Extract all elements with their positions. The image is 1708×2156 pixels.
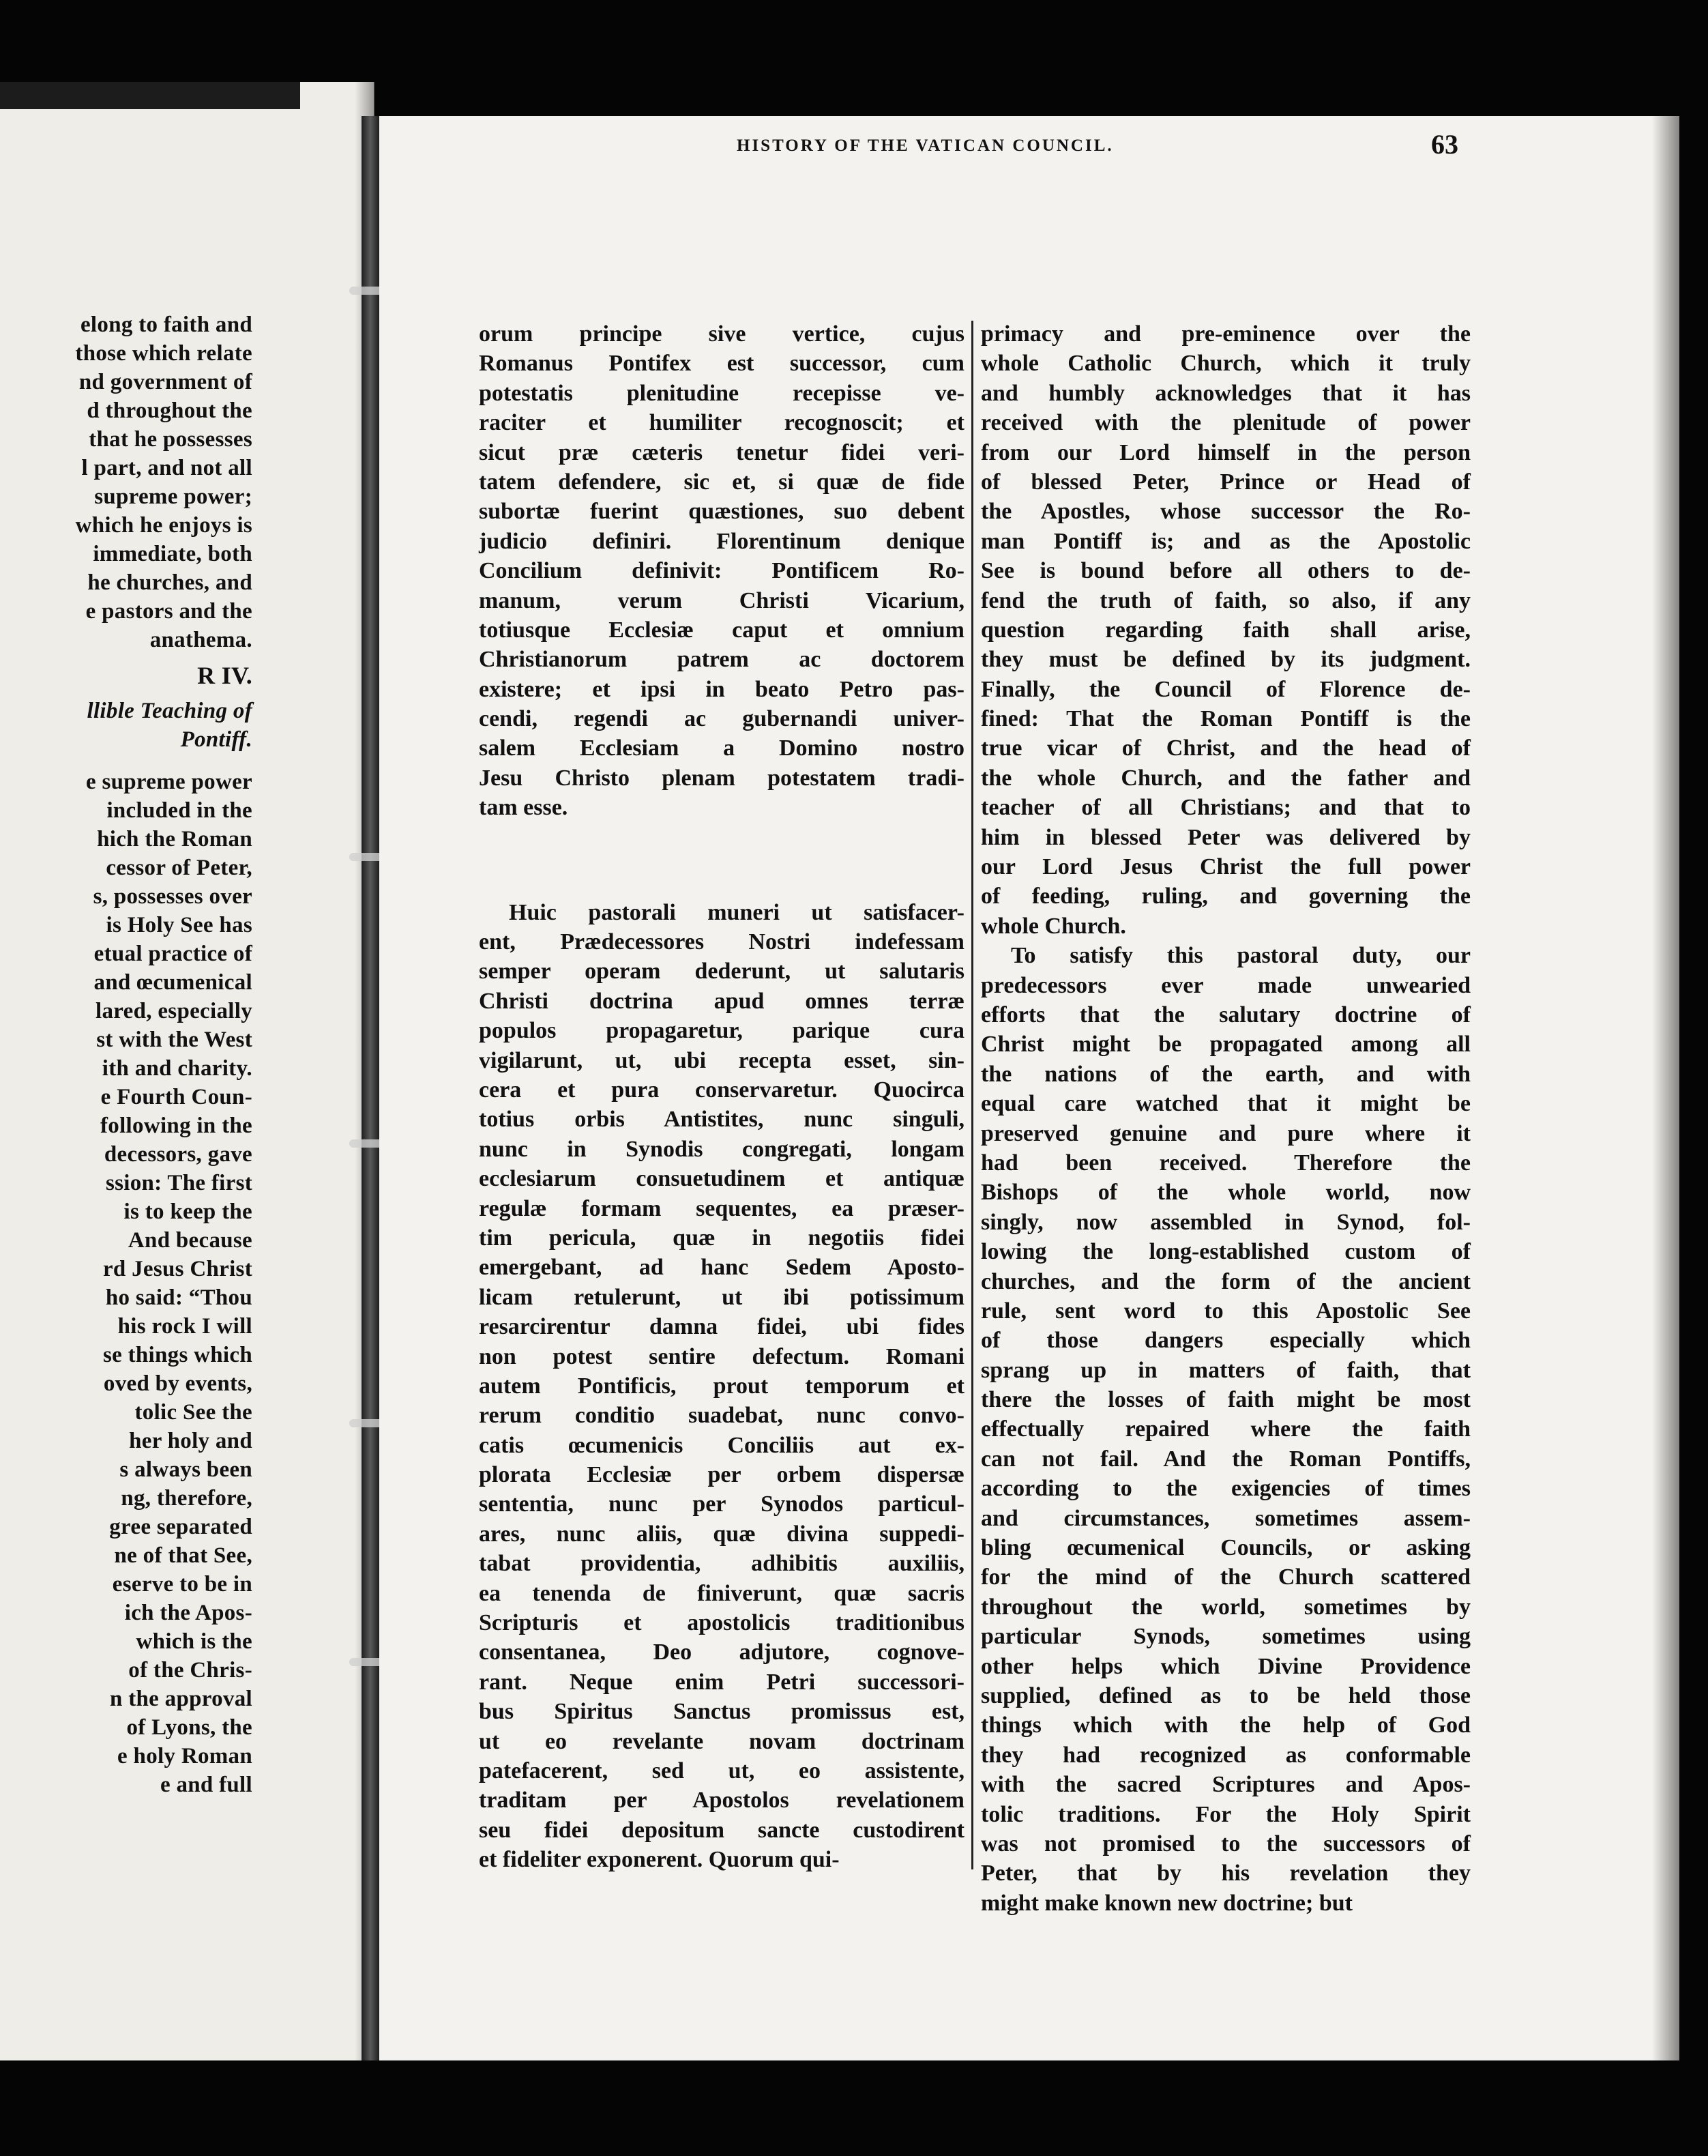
left-page-line: included in the [106,798,252,823]
left-page-line: e pastors and the [85,599,252,624]
left-page-line: And because [128,1228,252,1253]
text-line: Peter, that by his revelation they [981,1861,1471,1886]
text-line: from our Lord himself in the person [981,439,1471,465]
text-line: effectually repaired where the faith [981,1416,1471,1442]
left-page-line: ho said: “Thou [105,1285,252,1310]
left-page-line: s, possesses over [93,884,252,909]
text-line: particular Synods, sometimes using [981,1624,1471,1650]
text-line: man Pontiff is; and as the Apostolic [981,528,1471,554]
text-line: rule, sent word to this Apostolic See [981,1298,1471,1324]
text-line: lowing the long-established custom of [981,1239,1471,1265]
left-page-line: nd government of [78,370,252,394]
text-line: regulæ formam sequentes, ea præser- [479,1195,965,1221]
text-line: rant. Neque enim Petri successori- [479,1669,965,1695]
text-line: there the losses of faith might be most [981,1387,1471,1413]
text-line: sprang up in matters of faith, that [981,1357,1471,1383]
text-line: the whole Church, and the father and [981,765,1471,791]
text-line: churches, and the form of the ancient [981,1268,1471,1294]
text-line: salem Ecclesiam a Domino nostro [479,735,965,761]
text-line: traditam per Apostolos revelationem [479,1788,965,1813]
text-line: of those dangers especially which [981,1328,1471,1354]
text-line: according to the exigencies of times [981,1476,1471,1502]
left-page-line: st with the West [96,1028,252,1052]
text-line: fend the truth of faith, so also, if any [981,587,1471,613]
left-page-line: those which relate [75,341,252,366]
text-line: things which with the help of God [981,1713,1471,1738]
left-page-line: e Fourth Coun- [100,1085,252,1109]
text-line: preserved genuine and pure where it [981,1120,1471,1146]
text-line: was not promised to the successors of [981,1831,1471,1856]
column-divider [971,321,973,1869]
left-page-line: anathema. [149,628,252,652]
left-page-line: supreme power; [94,484,252,509]
text-line: raciter et humiliter recognoscit; et [479,410,965,436]
text-line: emergebant, ad hanc Sedem Aposto- [479,1255,965,1281]
text-line: tam esse. [479,795,568,821]
text-line: semper operam dederunt, ut salutaris [479,959,965,985]
text-line: singly, now assembled in Synod, fol- [981,1209,1471,1235]
text-line: might make known new doctrine; but [981,1890,1353,1916]
left-page-line: oved by events, [103,1371,252,1396]
text-line: totius orbis Antistites, nunc singuli, [479,1107,965,1133]
text-line: Christi doctrina apud omnes terræ [479,988,965,1014]
text-line: tabat providentia, adhibitis auxiliis, [479,1551,965,1577]
left-page-line: llible Teaching of [87,699,252,723]
text-line: Finally, the Council of Florence de- [981,676,1471,702]
text-line: sicut præ cæteris tenetur fidei veri- [479,439,965,465]
left-page-line: ssion: The first [105,1171,252,1195]
left-page-line: is to keep the [123,1199,252,1224]
text-line: the nations of the earth, and with [981,1061,1471,1087]
left-page-line: e holy Roman [117,1744,252,1768]
left-page-line: which is the [136,1629,252,1654]
left-page-line: Pontiff. [180,727,252,752]
left-page-line: his rock I will [117,1314,252,1339]
text-line: judicio definiri. Florentinum denique [479,528,965,554]
text-line: Christ might be propagated among all [981,1032,1471,1058]
left-page-line: hich the Roman [97,827,252,851]
text-line: potestatis plenitudine recepisse ve- [479,380,965,406]
left-page-line: that he possesses [89,427,252,452]
text-line: with the sacred Scriptures and Apos- [981,1772,1471,1798]
left-page-line: s always been [119,1457,252,1482]
left-page-line: ich the Apos- [124,1601,252,1625]
text-line: nunc in Synodis congregati, longam [479,1136,965,1162]
left-page-line: he churches, and [87,570,252,595]
left-page-line: e supreme power [85,770,252,794]
text-line: sententia, nunc per Synodos particul- [479,1491,965,1517]
text-line: and circumstances, sometimes assem- [981,1505,1471,1531]
text-line: fined: That the Roman Pontiff is the [981,706,1471,732]
text-line: throughout the world, sometimes by [981,1594,1471,1620]
text-line: Jesu Christo plenam potestatem tradi- [479,765,965,791]
text-line: ent, Prædecessores Nostri indefessam [479,929,965,955]
left-page-line: following in the [100,1113,252,1138]
left-page-line: ng, therefore, [121,1486,252,1511]
text-line: supplied, defined as to be held those [981,1682,1471,1708]
text-line: autem Pontificis, prout temporum et [479,1373,965,1399]
text-line: populos propagaretur, parique cura [479,1018,965,1044]
text-line: bling œcumenical Councils, or asking [981,1535,1471,1561]
latin-column [479,319,965,1875]
text-line: ares, nunc aliis, quæ divina suppedi- [479,1521,965,1547]
left-page-line: se things which [102,1343,252,1367]
left-page-line: tolic See the [134,1400,252,1425]
left-page-line: lared, especially [95,999,252,1023]
text-line: et fideliter exponerent. Quorum qui- [479,1847,840,1873]
text-line: ea tenenda de finiverunt, quæ sacris [479,1580,965,1606]
text-line: can not fail. And the Roman Pontiffs, [981,1446,1471,1472]
text-line: tim pericula, quæ in negotiis fidei [479,1225,965,1251]
text-line: primacy and pre-eminence over the [981,321,1471,347]
text-line: equal care watched that it might be [981,1091,1471,1117]
page-number: 63 [1431,129,1458,160]
left-page-line: ne of that See, [114,1543,252,1568]
text-line: catis œcumenicis Conciliis aut ex- [479,1432,965,1458]
text-line: him in blessed Peter was delivered by [981,824,1471,850]
text-line: vigilarunt, ut, ubi recepta esset, sin- [479,1047,965,1073]
text-line: predecessors ever made unwearied [981,972,1471,998]
text-line: tolic traditions. For the Holy Spirit [981,1801,1471,1827]
left-page-line: n the approval [110,1687,252,1711]
running-head: HISTORY OF THE VATICAN COUNCIL. [737,136,1114,155]
text-line: the Apostles, whose successor the Ro- [981,499,1471,525]
text-line: seu fidei depositum sancte custodirent [479,1817,965,1843]
text-line: Bishops of the whole world, now [981,1180,1471,1206]
text-line: ut eo revelante novam doctrinam [479,1728,965,1754]
text-line: bus Spiritus Sanctus promissus est, [479,1699,965,1725]
text-line: other helps which Divine Providence [981,1653,1471,1679]
text-line: rerum conditio suadebat, nunc convo- [479,1403,965,1429]
text-line: cendi, regendi ac gubernandi univer- [479,706,965,732]
left-page-line: rd Jesus Christ [102,1257,252,1281]
left-page-line: cessor of Peter, [106,856,252,880]
text-line: for the mind of the Church scattered [981,1564,1471,1590]
left-page-line: elong to faith and [80,312,252,337]
left-page-line: e and full [160,1773,252,1797]
left-page-line: her holy and [129,1429,252,1453]
left-page-line: ith and charity. [102,1056,252,1081]
left-page-line: eserve to be in [112,1572,252,1597]
text-line: true vicar of Christ, and the head of [981,735,1471,761]
left-page-line: l part, and not all [81,456,252,480]
left-page-line: R IV. [197,662,252,689]
text-line: existere; et ipsi in beato Petro pas- [479,676,965,702]
left-page-line: decessors, gave [104,1142,252,1167]
left-page-line: which he enjoys is [75,513,252,538]
text-line: of blessed Peter, Prince or Head of [981,469,1471,495]
text-line: tatem defendere, sic et, si quæ de fide [479,469,965,495]
text-line: Christianorum patrem ac doctorem [479,647,965,673]
left-page-line: of Lyons, the [126,1715,252,1740]
text-line: Concilium definivit: Pontificem Ro- [479,558,965,584]
text-line: had been received. Therefore the [981,1150,1471,1176]
text-line: of feeding, ruling, and governing the [981,884,1471,909]
text-line: our Lord Jesus Christ the full power [981,854,1471,880]
text-line: they had recognized as conformable [981,1742,1471,1768]
text-line: whole Church. [981,913,1126,939]
text-line: teacher of all Christians; and that to [981,795,1471,821]
text-line: plorata Ecclesiæ per orbem dispersæ [479,1462,965,1488]
left-page-line: of the Chris- [128,1658,252,1682]
text-line: and humbly acknowledges that it has [981,380,1471,406]
text-line: efforts that the salutary doctrine of [981,1002,1471,1028]
text-line: consentanea, Deo adjutore, cognove- [479,1640,965,1665]
text-line: whole Catholic Church, which it truly [981,351,1471,377]
text-line: received with the plenitude of power [981,410,1471,436]
text-line: See is bound before all others to de- [981,558,1471,584]
text-line: manum, verum Christi Vicarium, [479,587,965,613]
text-line: patefacerent, sed ut, eo assistente, [479,1758,965,1783]
book-spine [362,116,379,2060]
left-page-top-edge [0,82,300,109]
left-page-line: immediate, both [93,542,252,566]
text-line: cera et pura conservaretur. Quocirca [479,1077,965,1103]
text-line: resarcirentur damna fidei, ubi fides [479,1314,965,1340]
text-line: orum principe sive vertice, cujus [479,321,965,347]
left-page-line: d throughout the [87,398,252,423]
text-line: Scripturis et apostolicis traditionibus [479,1610,965,1636]
text-line: Romanus Pontifex est successor, cum [479,351,965,377]
text-line: subortæ fuerint quæstiones, suo debent [479,499,965,525]
left-page-line: and œcumenical [93,970,252,995]
text-line: To satisfy this pastoral duty, our [1011,943,1471,969]
text-line: Huic pastorali muneri ut satisfacer- [509,899,965,925]
left-page-line: etual practice of [93,942,252,966]
text-line: they must be defined by its judgment. [981,647,1471,673]
text-line: question regarding faith shall arise, [981,617,1471,643]
left-page-line: is Holy See has [106,913,252,937]
right-page-edge-shadow [1652,116,1679,2060]
text-line: licam retulerunt, ut ibi potissimum [479,1284,965,1310]
paragraph-gap [479,823,965,898]
english-column [981,319,1471,1918]
text-line: non potest sentire defectum. Romani [479,1343,965,1369]
text-line: totiusque Ecclesiæ caput et omnium [479,617,965,643]
left-page-line: gree separated [109,1515,252,1539]
text-line: ecclesiarum consuetudinem et antiquæ [479,1166,965,1192]
